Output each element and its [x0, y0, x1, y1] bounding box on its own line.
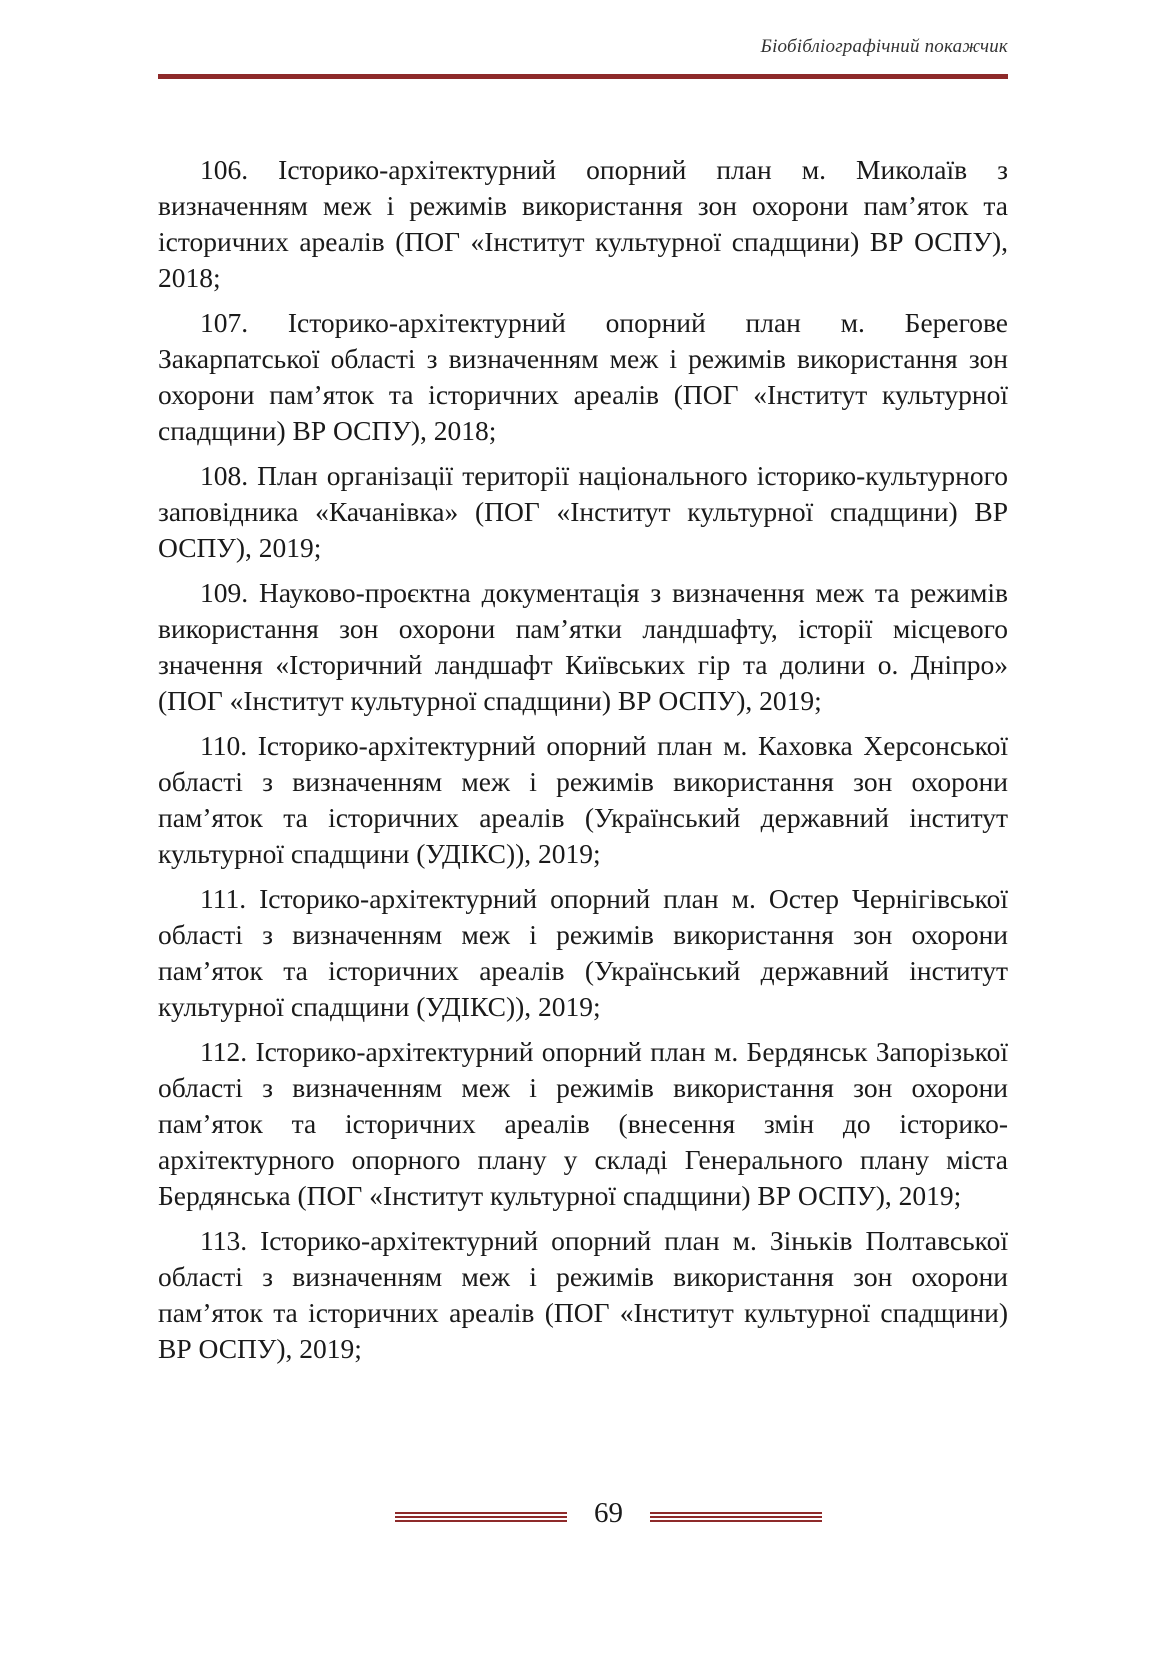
page-number: 69 [594, 1497, 623, 1529]
running-head-title: Біобібліографічний покажчик [760, 36, 1008, 57]
bibliography-entry-110: 110. Історико-архітектурний опорний план м. Каховка Херсонської області з визначенням меж і режимів використання зон охорони пам’яток та історичних ареалів (Український державний інститут культурної спадщини (УДІКС)), 2019; [158, 730, 1008, 869]
footer-rule-right [650, 1512, 822, 1521]
bibliography-entry-108: 108. План організації території національного історико-культурного заповідника «Качанівка» (ПОГ «Інститут культурної спадщини) ВР ОСПУ), 2019; [158, 460, 1008, 563]
bibliography-entry-112: 112. Історико-архітектурний опорний план м. Бердянськ Запорізької області з визначенням меж і режимів використання зон охорони пам’яток та історичних ареалів (внесення змін до історико-архітектурного опорного плану у складі Генерального плану міста Бердянська (ПОГ «Інститут культурної спадщини) ВР ОСПУ), 2019; [158, 1036, 1008, 1211]
bibliography-entry-113: 113. Історико-архітектурний опорний план м. Зіньків Полтавської області з визначенням меж і режимів використання зон охорони пам’яток та історичних ареалів (ПОГ «Інститут культурної спадщини) ВР ОСПУ), 2019; [158, 1225, 1008, 1364]
bibliography-entry-111: 111. Історико-архітектурний опорний план м. Остер Чернігівської області з визначенням меж і режимів використання зон охорони пам’яток та історичних ареалів (Український державний інститут культурної спадщини (УДІКС)), 2019; [158, 883, 1008, 1022]
bibliography-entry-106: 106. Історико-архітектурний опорний план м. Миколаїв з визначенням меж і режимів використання зон охорони пам’яток та історичних ареалів (ПОГ «Інститут культурної спадщини) ВР ОСПУ), 2018; [158, 154, 1008, 293]
header-rule [158, 74, 1008, 79]
bibliography-entry-107: 107. Історико-архітектурний опорний план м. Берегове Закарпатської області з визначенням меж і режимів використання зон охорони пам’яток та історичних ареалів (ПОГ «Інститут культурної спадщини) ВР ОСПУ), 2018; [158, 307, 1008, 446]
bibliography-entry-109: 109. Науково-проєктна документація з визначення меж та режимів використання зон охорони пам’ятки ландшафту, історії місцевого значення «Історичний ландшафт Київських гір та долини о. Дніпро» (ПОГ «Інститут культурної спадщини) ВР ОСПУ), 2019; [158, 577, 1008, 716]
footer-rule-left [395, 1512, 567, 1521]
bibliography-list [158, 152, 1008, 1376]
page-footer [0, 1495, 1166, 1535]
